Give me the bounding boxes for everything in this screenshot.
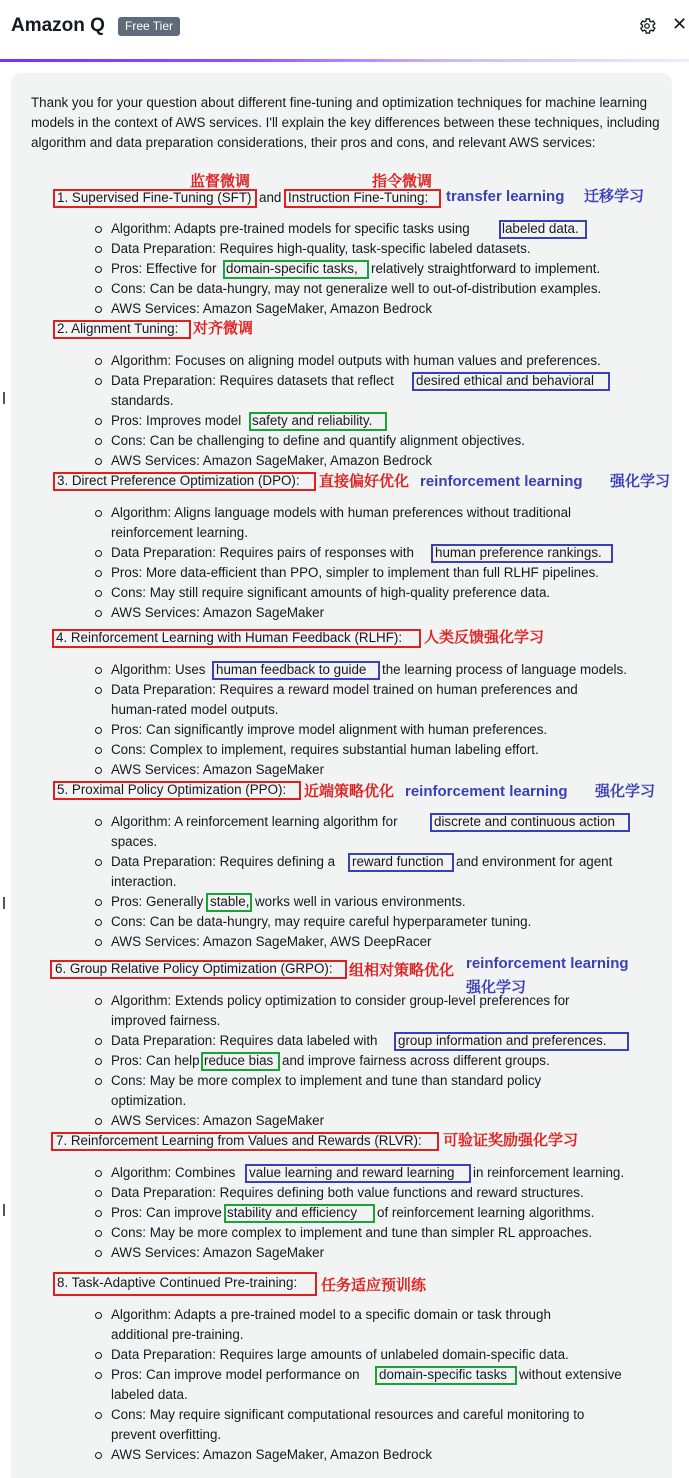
- section-title: 8. Task-Adaptive Continued Pre-training:: [57, 1275, 298, 1290]
- bullet: [95, 266, 102, 273]
- bullet: [95, 1058, 102, 1065]
- list-item: group information and preferences.: [398, 1033, 607, 1048]
- bullet: [95, 939, 102, 946]
- section-title: 3. Direct Preference Optimization (DPO):: [57, 473, 300, 488]
- list-item: Algorithm: Aligns language models with human preferences without traditional: [111, 505, 572, 520]
- bullet: [95, 286, 102, 293]
- bullet: [95, 550, 102, 557]
- list-item: Pros: Can improve: [111, 1205, 222, 1220]
- annotation-box: [430, 813, 630, 832]
- annotation-box: [223, 260, 369, 279]
- list-item: relatively straightforward to implement.: [371, 261, 601, 276]
- bullet: [95, 418, 102, 425]
- list-item: AWS Services: Amazon SageMaker, Amazon Bedrock: [111, 301, 433, 316]
- annotation-label: 人类反馈强化学习: [424, 629, 545, 646]
- annotation-box: [348, 853, 454, 872]
- list-item: Algorithm: Combines: [111, 1165, 236, 1180]
- annotation-label: 强化学习: [466, 979, 527, 996]
- list-item: Cons: May still require significant amounts of high-quality preference data.: [111, 585, 551, 600]
- list-item: domain-specific tasks: [379, 1367, 508, 1382]
- list-item: Algorithm: A reinforcement learning algorithm for: [111, 814, 398, 829]
- annotation-label: 强化学习: [595, 783, 656, 800]
- list-item: reward function: [352, 854, 444, 869]
- close-icon[interactable]: ✕: [672, 14, 688, 34]
- list-item: and environment for agent: [456, 854, 613, 869]
- list-item: Pros: Generally: [111, 894, 204, 909]
- list-item: domain-specific tasks,: [226, 261, 358, 276]
- list-item: AWS Services: Amazon SageMaker: [111, 1245, 325, 1260]
- annotation-label: reinforcement learning: [420, 473, 583, 490]
- bullet: [95, 438, 102, 445]
- list-item: Pros: Effective for: [111, 261, 217, 276]
- bullet: [95, 1038, 102, 1045]
- scroll-marker: [3, 1204, 5, 1216]
- list-item: AWS Services: Amazon SageMaker, Amazon Bedrock: [111, 1447, 433, 1462]
- list-item: discrete and continuous action: [434, 814, 615, 829]
- list-item: without extensive: [519, 1367, 622, 1382]
- list-item: Pros: Improves model: [111, 413, 242, 428]
- bullet: [95, 1412, 102, 1419]
- section-title: Instruction Fine-Tuning:: [288, 190, 429, 205]
- gear-icon[interactable]: [637, 16, 657, 36]
- bullet: [95, 819, 102, 826]
- annotation-label: reinforcement learning: [466, 955, 629, 972]
- list-item-continuation: standards.: [111, 393, 174, 408]
- list-item: Data Preparation: Requires data labeled with: [111, 1033, 378, 1048]
- list-item: safety and reliability.: [252, 413, 373, 428]
- annotation-box: [499, 220, 587, 239]
- annotation-label: 直接偏好优化: [319, 473, 410, 490]
- list-item: Algorithm: Adapts pre-trained models for specific tasks using: [111, 221, 470, 236]
- list-item: reduce bias: [204, 1053, 274, 1068]
- list-item: Cons: Can be data-hungry, may not generalize well to out-of-distribution examples.: [111, 281, 602, 296]
- annotation-label: 迁移学习: [584, 188, 645, 205]
- bullet: [95, 610, 102, 617]
- list-item-continuation: prevent overfitting.: [111, 1427, 222, 1442]
- bullet: [95, 1210, 102, 1217]
- annotation-box: [224, 1204, 375, 1223]
- bullet: [95, 687, 102, 694]
- annotation-label: 指令微调: [372, 173, 433, 190]
- list-item: AWS Services: Amazon SageMaker: [111, 1113, 325, 1128]
- list-item: Data Preparation: Requires datasets that reflect: [111, 373, 394, 388]
- bullet: [95, 859, 102, 866]
- section-title-joiner: and: [259, 190, 282, 205]
- list-item: Cons: Can be challenging to define and quantify alignment objectives.: [111, 433, 525, 448]
- bullet: [95, 747, 102, 754]
- list-item-continuation: spaces.: [111, 834, 158, 849]
- list-item-continuation: reinforcement learning.: [111, 525, 248, 540]
- bullet: [95, 1078, 102, 1085]
- bullet: [95, 899, 102, 906]
- list-item: human preference rankings.: [435, 545, 602, 560]
- scroll-marker: [3, 392, 5, 404]
- annotation-box: [412, 372, 610, 391]
- bullet: [95, 667, 102, 674]
- annotation-label: 可验证奖励强化学习: [443, 1132, 579, 1149]
- annotation-box: [53, 781, 301, 800]
- section-title: 7. Reinforcement Learning from Values and Rewards (RLVR):: [56, 1133, 422, 1148]
- list-item: Data Preparation: Requires defining both value functions and reward structures.: [111, 1185, 584, 1200]
- annotation-box: [53, 320, 191, 339]
- list-item: Pros: More data-efficient than PPO, simpler to implement than full RLHF pipelines.: [111, 565, 599, 580]
- list-item: stability and efficiency: [227, 1205, 358, 1220]
- bullet: [95, 246, 102, 253]
- bullet: [95, 358, 102, 365]
- list-item-continuation: optimization.: [111, 1093, 187, 1108]
- annotation-box: [53, 189, 257, 208]
- annotation-label: 对齐微调: [193, 320, 254, 337]
- list-item: AWS Services: Amazon SageMaker, Amazon Bedrock: [111, 453, 433, 468]
- list-item-continuation: additional pre-training.: [111, 1327, 244, 1342]
- list-item: labeled data.: [502, 221, 579, 236]
- list-item: stable,: [210, 894, 250, 909]
- list-item: Pros: Can improve model performance on: [111, 1367, 360, 1382]
- bullet: [95, 1190, 102, 1197]
- bullet: [95, 306, 102, 313]
- annotation-label: reinforcement learning: [405, 783, 568, 800]
- bullet: [95, 378, 102, 385]
- scroll-marker: [3, 897, 5, 909]
- annotation-box: [52, 629, 421, 648]
- list-item: AWS Services: Amazon SageMaker, AWS DeepRacer: [111, 934, 432, 949]
- bullet: [95, 1118, 102, 1125]
- list-item: and improve fairness across different groups.: [282, 1053, 550, 1068]
- bullet: [95, 1452, 102, 1459]
- list-item: Algorithm: Focuses on aligning model outputs with human values and preferences.: [111, 353, 601, 368]
- list-item: Cons: May be more complex to implement and tune than simpler RL approaches.: [111, 1225, 593, 1240]
- list-item: value learning and reward learning: [249, 1165, 455, 1180]
- header-accent-line: [0, 59, 689, 62]
- list-item-continuation: labeled data.: [111, 1387, 188, 1402]
- bullet: [95, 727, 102, 734]
- list-item: Data Preparation: Requires pairs of responses with: [111, 545, 414, 560]
- annotation-box: [206, 893, 252, 912]
- list-item: Data Preparation: Requires large amounts of unlabeled domain-specific data.: [111, 1347, 569, 1362]
- bullet: [95, 1352, 102, 1359]
- list-item: works well in various environments.: [255, 894, 466, 909]
- list-item: Data Preparation: Requires high-quality, task-specific labeled datasets.: [111, 241, 531, 256]
- list-item: human feedback to guide: [216, 662, 367, 677]
- list-item-continuation: interaction.: [111, 874, 177, 889]
- section-title: 6. Group Relative Policy Optimization (GRPO):: [55, 961, 333, 976]
- list-item: Algorithm: Extends policy optimization to consider group-level preferences for: [111, 993, 570, 1008]
- annotation-label: 组相对策略优化: [349, 962, 455, 979]
- annotation-label: 近端策略优化: [304, 783, 395, 800]
- list-item: Data Preparation: Requires a reward model trained on human preferences and: [111, 682, 578, 697]
- app-title: Amazon Q: [11, 15, 105, 36]
- list-item: Cons: May be more complex to implement and tune than standard policy: [111, 1073, 542, 1088]
- section-title: 1. Supervised Fine-Tuning (SFT): [57, 190, 252, 205]
- bullet: [95, 510, 102, 517]
- annotation-label: 监督微调: [190, 173, 251, 190]
- list-item: Data Preparation: Requires defining a: [111, 854, 336, 869]
- intro-paragraph: Thank you for your question about different fine-tuning and optimization techniques for machine learning models in the context of AWS services. I'll explain the key differences between these techniques, including algorithm and data preparation considerations, their pros and cons, and relevant AWS services:: [31, 95, 660, 150]
- list-item: Pros: Can help: [111, 1053, 200, 1068]
- annotation-box: [212, 661, 380, 680]
- annotation-box: [53, 1272, 317, 1296]
- annotation-box: [50, 960, 347, 979]
- list-item: AWS Services: Amazon SageMaker: [111, 762, 325, 777]
- list-item: Pros: Can significantly improve model alignment with human preferences.: [111, 722, 548, 737]
- annotation-label: 强化学习: [610, 473, 671, 490]
- bullet: [95, 1170, 102, 1177]
- bullet: [95, 919, 102, 926]
- list-item: Algorithm: Adapts a pre-trained model to a specific domain or task through: [111, 1307, 551, 1322]
- bullet: [95, 458, 102, 465]
- bullet: [95, 767, 102, 774]
- list-item: of reinforcement learning algorithms.: [377, 1205, 595, 1220]
- annotation-box: [431, 544, 613, 563]
- section-title: 4. Reinforcement Learning with Human Feedback (RLHF):: [56, 630, 403, 645]
- list-item: AWS Services: Amazon SageMaker: [111, 605, 325, 620]
- annotation-box: [249, 412, 387, 431]
- section-title: 5. Proximal Policy Optimization (PPO):: [57, 782, 287, 797]
- list-item: desired ethical and behavioral: [416, 373, 594, 388]
- annotation-box: [53, 472, 316, 491]
- bullet: [95, 226, 102, 233]
- annotation-box: [375, 1366, 517, 1385]
- list-item: Cons: Can be data-hungry, may require careful hyperparameter tuning.: [111, 914, 532, 929]
- list-item: Cons: Complex to implement, requires substantial human labeling effort.: [111, 742, 539, 757]
- annotation-box: [51, 1132, 439, 1151]
- bullet: [95, 1312, 102, 1319]
- bullet: [95, 1372, 102, 1379]
- annotation-box: [284, 189, 441, 208]
- bullet: [95, 570, 102, 577]
- bullet: [95, 998, 102, 1005]
- list-item: Cons: May require significant computational resources and careful monitoring to: [111, 1407, 585, 1422]
- bullet: [95, 590, 102, 597]
- annotation-box: [394, 1032, 629, 1051]
- list-item-continuation: improved fairness.: [111, 1013, 221, 1028]
- section-title: 2. Alignment Tuning:: [57, 321, 179, 336]
- bullet: [95, 1230, 102, 1237]
- list-item-continuation: human-rated model outputs.: [111, 702, 279, 717]
- bullet: [95, 1250, 102, 1257]
- annotation-box: [245, 1164, 471, 1183]
- list-item: Algorithm: Uses: [111, 662, 206, 677]
- annotation-label: 任务适应预训练: [321, 1277, 427, 1294]
- annotation-label: transfer learning: [446, 188, 565, 205]
- list-item: the learning process of language models.: [382, 662, 627, 677]
- tier-badge: Free Tier: [118, 17, 180, 36]
- list-item: in reinforcement learning.: [473, 1165, 625, 1180]
- annotation-box: [201, 1052, 280, 1071]
- app-header: [0, 0, 689, 60]
